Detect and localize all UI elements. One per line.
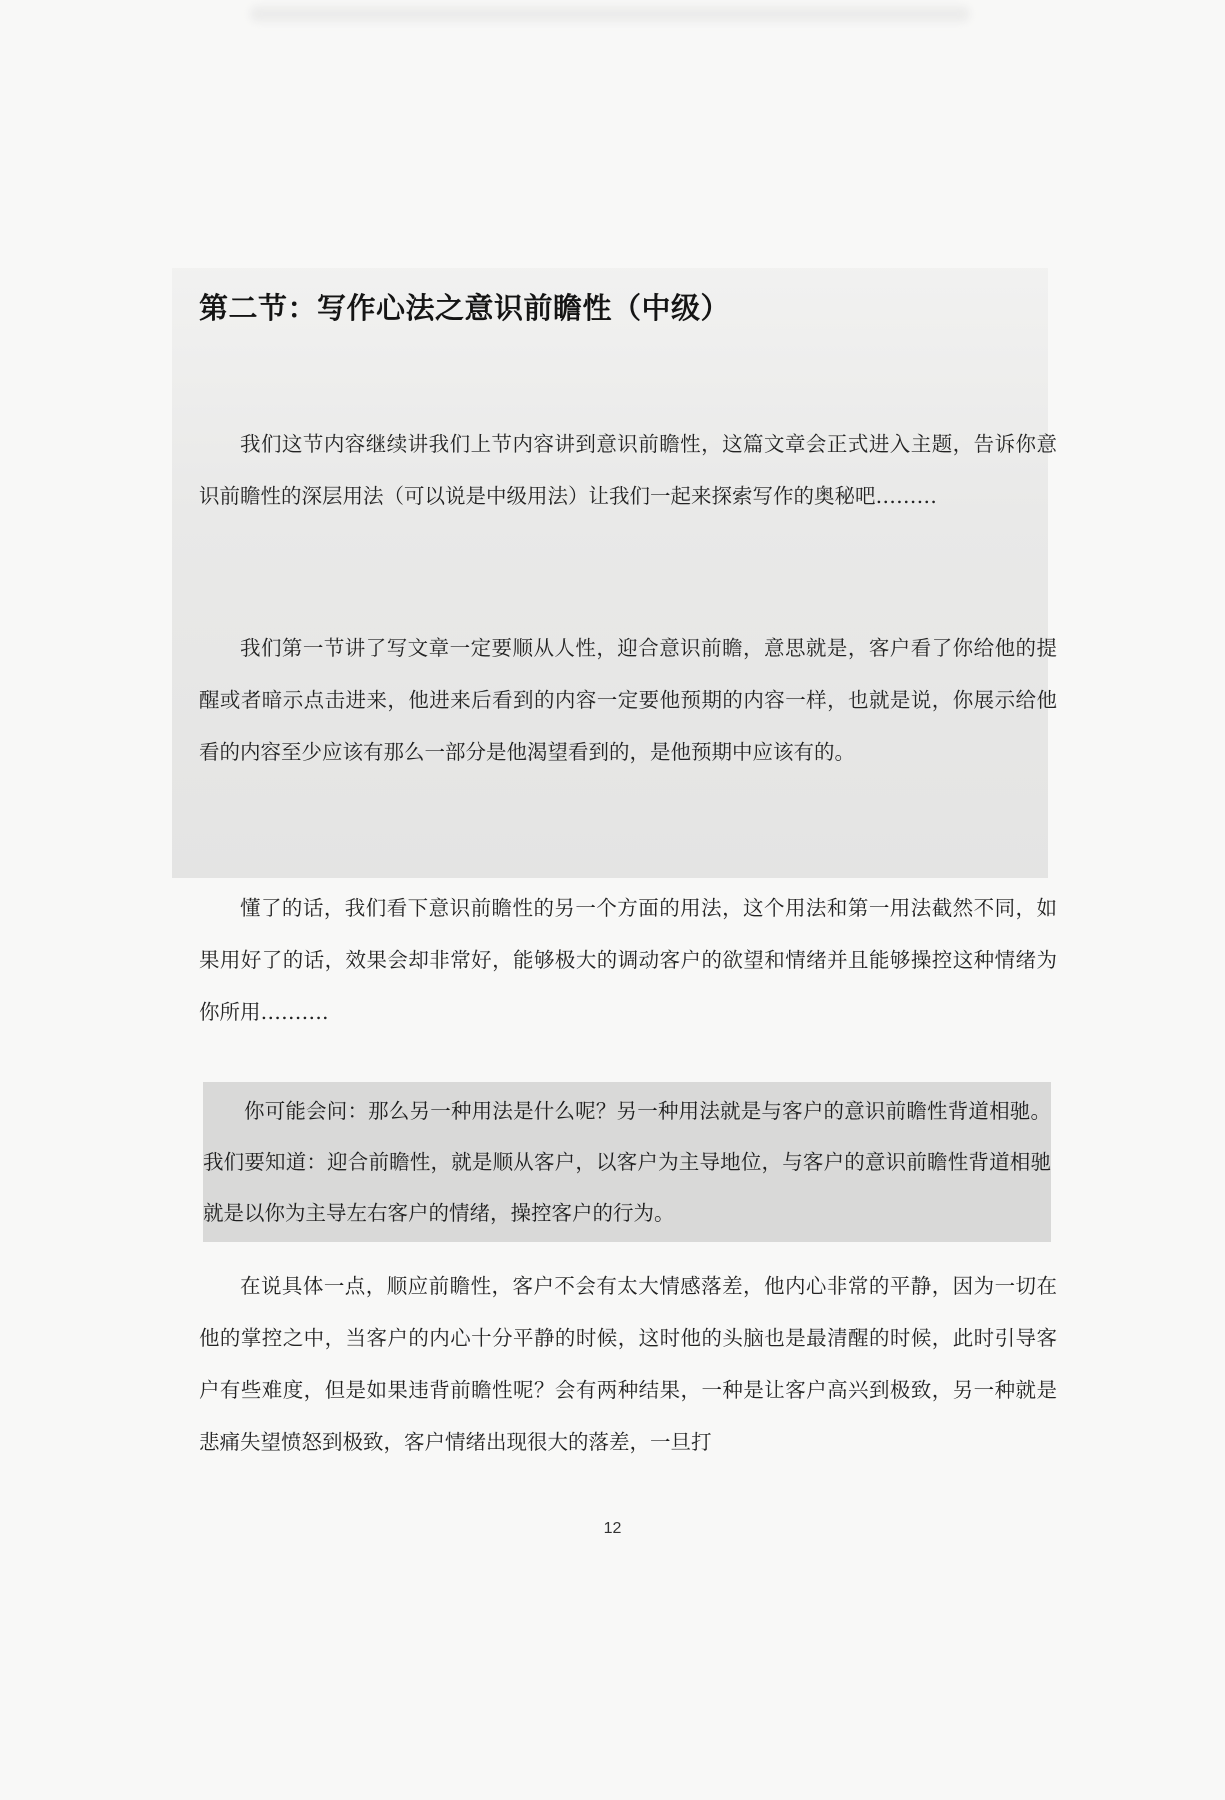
page-number: 12 <box>603 1520 622 1537</box>
scan-artifact <box>250 6 970 22</box>
section-title: 第二节：写作心法之意识前瞻性（中级） <box>199 291 731 325</box>
paragraph-intro: 我们这节内容继续讲我们上节内容讲到意识前瞻性，这篇文章会正式进入主题，告诉你意识前瞻性的深层用法（可以说是中级用法）让我们一起来探索写作的奥秘吧……… <box>199 432 1057 508</box>
scan-shade <box>172 268 1048 878</box>
paragraph-first-section-recap: 我们第一节讲了写文章一定要顺从人性，迎合意识前瞻，意思就是，客户看了你给他的提醒或者暗示点击进来，他进来后看到的内容一定要他预期的内容一样，也就是说，你展示给他看的内容至少应该有那么一部分是他渴望看到的，是他预期中应该有的。 <box>199 636 1057 764</box>
paragraph-another-usage: 懂了的话，我们看下意识前瞻性的另一个方面的用法，这个用法和第一用法截然不同，如果用好了的话，效果会却非常好，能够极大的调动客户的欲望和情绪并且能够操控这种情绪为你所用………. <box>199 896 1057 1024</box>
paragraph-details: 在说具体一点，顺应前瞻性，客户不会有太大情感落差，他内心非常的平静，因为一切在他的掌控之中，当客户的内心十分平静的时候，这时他的头脑也是最清醒的时候，此时引导客户有些难度，但是如果违背前瞻性呢？会有两种结果，一种是让客户高兴到极致，另一种就是悲痛失望愤怒到极致，客户情绪出现很大的落差，一旦打 <box>199 1274 1057 1454</box>
paragraph-highlighted: 你可能会问：那么另一种用法是什么呢？另一种用法就是与客户的意识前瞻性背道相驰。我们要知道：迎合前瞻性，就是顺从客户，以客户为主导地位，与客户的意识前瞻性背道相驰就是以你为主导左右客户的情绪，操控客户的行为。 <box>203 1099 1051 1225</box>
